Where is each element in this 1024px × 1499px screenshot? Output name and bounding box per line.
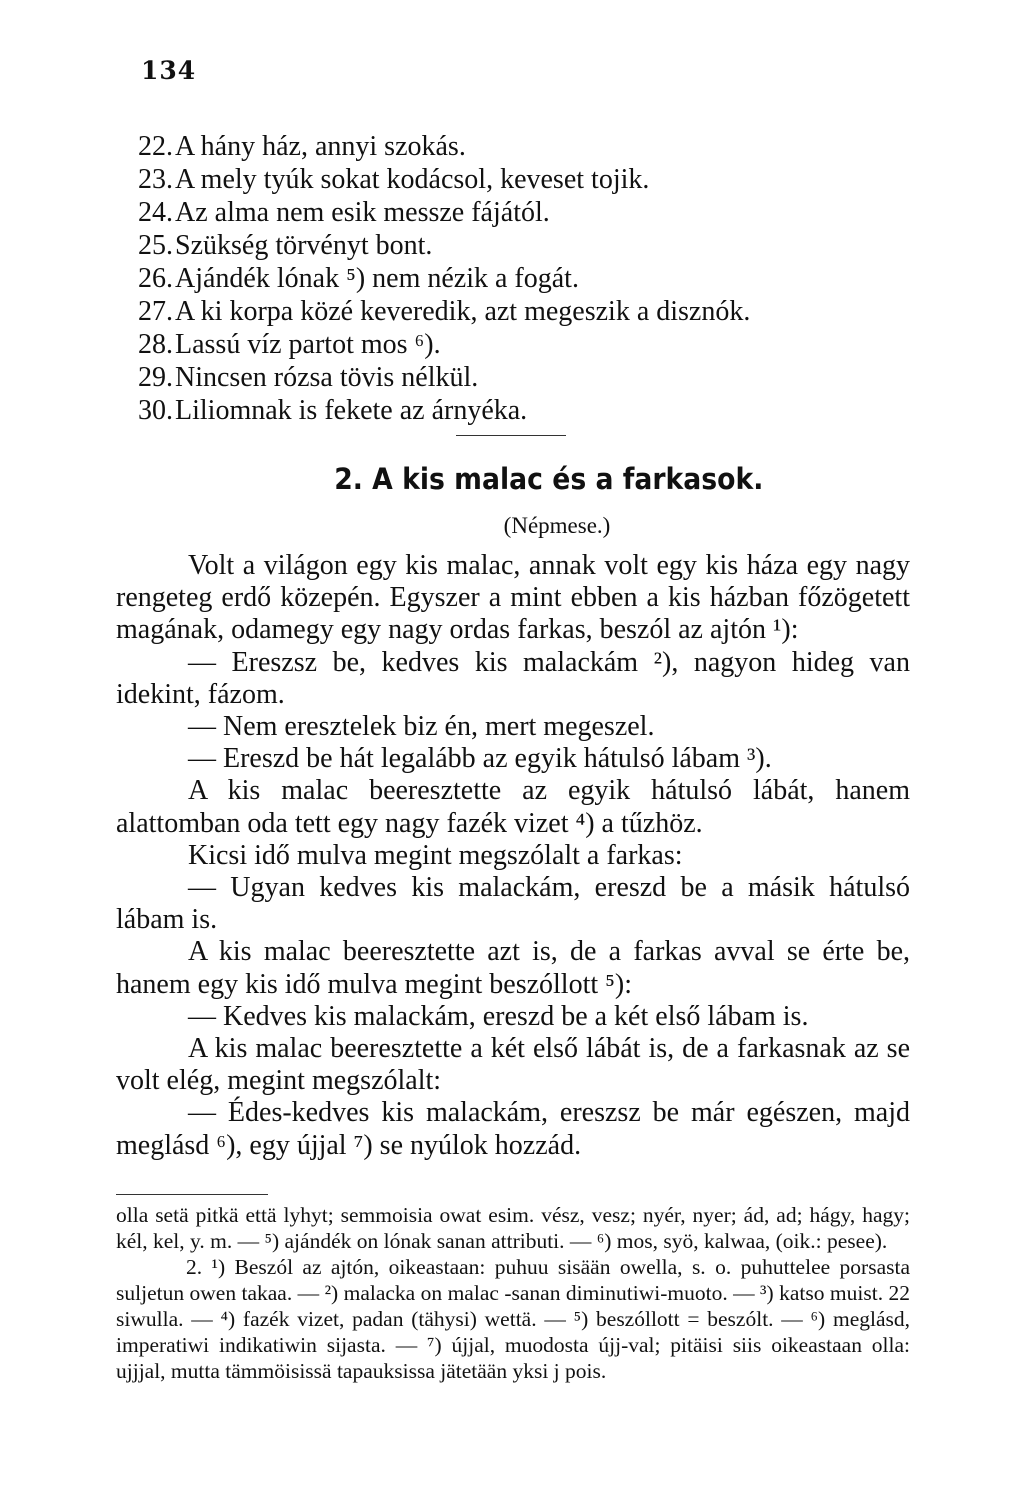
footnote-block: 2. ¹) Beszól az ajtón, oikeastaan: puhuu sisään owella, s. o. puhuttelee porsasta suljetun owen takaa. — ²) malacka on malac -sanan diminutiwi-muoto. — ³) katso muist. 22 siwulla. — ⁴) fazék vizet, padan (tähysi) wettä. — ⁵) beszóllott = beszólt. — ⁶) meglásd, imperatiwi indikatiwin sijasta. — ⁷) újjal, muodosta újj-val; pitäisi siis oikeastaan olla: ujjjal, mutta tämmöisissä tapauksissa jätetään yksi j pois. <box>116 1255 910 1383</box>
proverb-item <box>138 262 938 295</box>
proverb-text: A hány ház, annyi szokás. <box>175 131 466 162</box>
proverb-text: Lassú víz partot mos ⁶). <box>175 329 441 360</box>
proverb-number: 29. <box>138 362 173 393</box>
story-paragraph: A kis malac beeresztette az egyik hátulsó lábát, hanem alattomban oda tett egy nagy fazék vizet ⁴) a tűzhöz. <box>116 775 910 839</box>
proverb-number: 27. <box>138 296 173 327</box>
story-title: 2. A kis malac és a farkasok. <box>334 462 764 496</box>
proverb-item <box>138 361 938 394</box>
proverb-number: 23. <box>138 164 173 195</box>
proverb-text: Szükség törvényt bont. <box>175 230 433 261</box>
story-paragraph: — Nem eresztelek biz én, mert megeszel. <box>188 711 655 743</box>
page-number: 134 <box>141 56 197 85</box>
proverb-number: 22. <box>138 131 173 162</box>
proverb-number: 24. <box>138 197 173 228</box>
proverb-item <box>138 196 938 229</box>
proverb-list <box>138 130 938 427</box>
proverb-text: Az alma nem esik messze fájától. <box>175 197 550 228</box>
story-paragraph: Kicsi idő mulva megint megszólalt a farkas: <box>188 839 683 871</box>
proverb-item <box>138 295 938 328</box>
proverb-number: 28. <box>138 329 173 360</box>
story-body <box>116 550 910 1162</box>
story-paragraph: A kis malac beeresztette a két első lábát is, de a farkasnak az se volt elég, megint megszólalt: <box>116 1033 910 1097</box>
story-paragraph: A kis malac beeresztette azt is, de a farkas avval se érte be, hanem egy kis idő mulva megint beszóllott ⁵): <box>116 936 910 1000</box>
story-paragraph: — Ereszd be hát legalább az egyik hátulsó lábam ³). <box>188 743 772 775</box>
proverb-number: 25. <box>138 230 173 261</box>
proverb-item <box>138 328 938 361</box>
proverb-item <box>138 394 938 427</box>
footnotes <box>116 1202 910 1384</box>
story-paragraph: — Édes-kedves kis malackám, ereszsz be már egészen, majd meglásd ⁶), egy újjal ⁷) se nyúlok hozzád. <box>116 1097 910 1161</box>
proverb-item <box>138 229 938 262</box>
proverb-item <box>138 130 938 163</box>
section-divider <box>456 435 566 436</box>
story-subtitle: (Népmese.) <box>503 513 611 538</box>
proverb-text: Ajándék lónak ⁵) nem nézik a fogát. <box>175 263 579 294</box>
story-paragraph: — Ereszsz be, kedves kis malackám ²), nagyon hideg van idekint, fázom. <box>116 646 910 710</box>
story-paragraph: — Kedves kis malackám, ereszd be a két első lábam is. <box>188 1000 809 1032</box>
proverb-text: Nincsen rózsa tövis nélkül. <box>175 362 479 393</box>
proverb-text: Liliomnak is fekete az árnyéka. <box>175 395 528 426</box>
footnote-divider <box>116 1194 268 1195</box>
story-paragraph: Volt a világon egy kis malac, annak volt egy kis háza egy nagy rengeteg erdő közepén. Egyszer a mint ebben a kis házban főzögetett magának, odamegy egy nagy ordas farkas, beszól az ajtón ¹): <box>116 550 910 646</box>
footnote-block: olla setä pitkä että lyhyt; semmoisia owat esim. vész, vesz; nyér, nyer; ád, ad; hágy, hagy; kél, kel, y. m. — ⁵) ajándék on lónak sanan attributi. — ⁶) mos, syö, kalwaa, (oik.: pesee). <box>116 1203 910 1253</box>
proverb-item <box>138 163 938 196</box>
proverb-text: A ki korpa közé keveredik, azt megeszik a disznók. <box>175 296 751 327</box>
proverb-text: A mely tyúk sokat kodácsol, keveset tojik. <box>175 164 650 195</box>
proverb-number: 30. <box>138 395 173 426</box>
story-paragraph: — Ugyan kedves kis malackám, ereszd be a másik hátulsó lábam is. <box>116 872 910 936</box>
proverb-number: 26. <box>138 263 173 294</box>
